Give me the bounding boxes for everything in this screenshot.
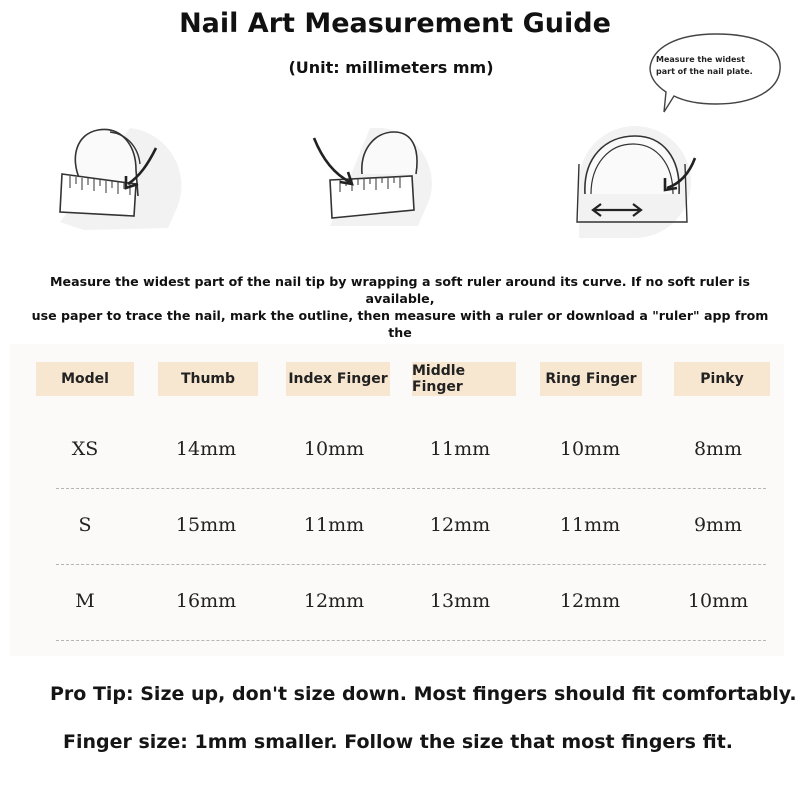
row-divider — [56, 564, 766, 565]
row-s-index: 11mm — [303, 514, 365, 536]
header-model: Model — [36, 362, 134, 396]
finger-ruler-wrap-icon — [300, 118, 460, 238]
row-xs-thumb: 14mm — [175, 438, 237, 460]
instructions-line-2: use paper to trace the nail, mark the outline, then measure with a ruler or download a "ruler" app from the — [31, 308, 769, 340]
row-s-middle: 12mm — [429, 514, 491, 536]
page-title: Nail Art Measurement Guide — [179, 8, 611, 39]
row-s-pinky: 9mm — [693, 514, 743, 536]
header-index-finger: Index Finger — [286, 362, 390, 396]
row-m-index: 12mm — [303, 590, 365, 612]
size-table — [10, 344, 784, 656]
callout-line-1: Measure the widest — [656, 55, 745, 64]
pro-tip: Pro Tip: Size up, don't size down. Most fingers should fit comfortably. — [50, 683, 797, 705]
thumb-ruler-wrap-icon — [40, 118, 200, 238]
header-pinky: Pinky — [674, 362, 770, 396]
row-s-model: S — [78, 514, 92, 536]
header-ring-finger: Ring Finger — [540, 362, 642, 396]
callout-line-2: part of the nail plate. — [656, 67, 753, 76]
row-divider — [56, 488, 766, 489]
row-m-pinky: 10mm — [687, 590, 749, 612]
row-xs-index: 10mm — [303, 438, 365, 460]
row-xs-ring: 10mm — [559, 438, 621, 460]
row-divider — [56, 640, 766, 641]
instructions-line-1: Measure the widest part of the nail tip by wrapping a soft ruler around its curve. If no soft ruler is available, — [50, 274, 750, 306]
row-m-model: M — [75, 590, 95, 612]
header-middle-finger: Middle Finger — [412, 362, 516, 396]
nail-width-arrow-icon — [555, 118, 715, 238]
row-xs-pinky: 8mm — [693, 438, 743, 460]
row-xs-model: XS — [71, 438, 99, 460]
row-xs-middle: 11mm — [429, 438, 491, 460]
row-m-ring: 12mm — [559, 590, 621, 612]
unit-subtitle: (Unit: millimeters mm) — [288, 58, 494, 77]
speech-bubble — [646, 30, 786, 114]
row-s-ring: 11mm — [559, 514, 621, 536]
row-m-middle: 13mm — [429, 590, 491, 612]
header-thumb: Thumb — [158, 362, 258, 396]
finger-size-note: Finger size: 1mm smaller. Follow the size that most fingers fit. — [63, 731, 733, 753]
row-m-thumb: 16mm — [175, 590, 237, 612]
row-s-thumb: 15mm — [175, 514, 237, 536]
